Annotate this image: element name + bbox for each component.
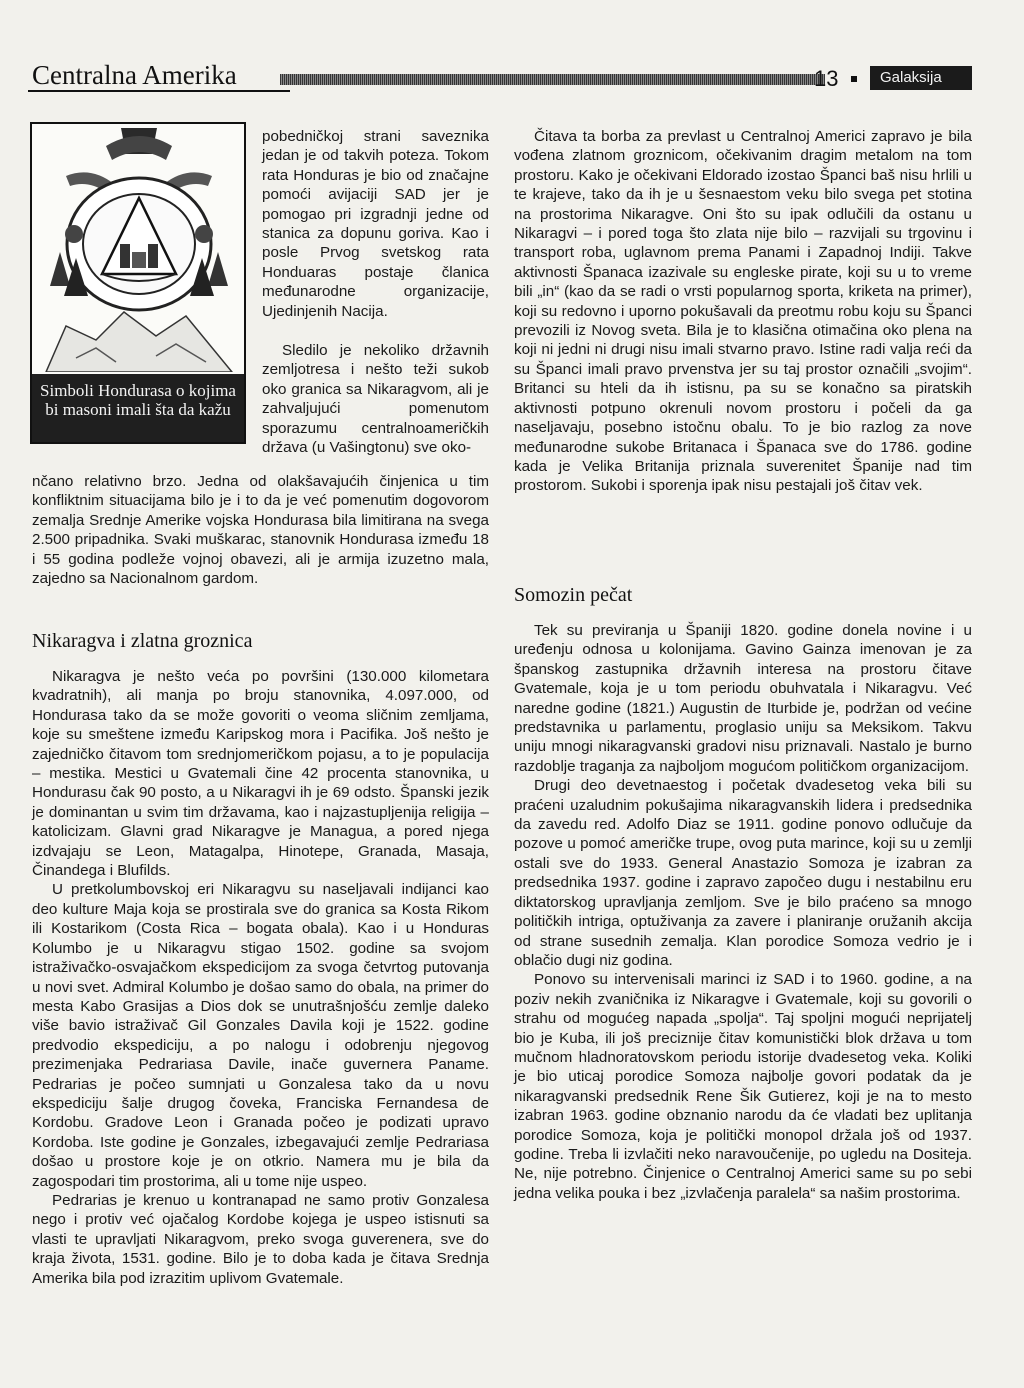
- paragraph: Čitava ta borba za prevlast u Centralnoj Americi zapravo je bila vođena zlatnom groznicom, očekivanim dragim metalom na tom prostoru. Kako je očekivani Eldorado izostao Španci baš nisu hrlili u te krajeve, tako da ih je u šesnaestom veku bilo svega pet stotina na prostorima Nikaragve. Oni što su ipak odlučili da ostanu u Nikaragvi – i pored toga što zlata nije bilo – razvijali su trgovinu i transport roba, uglavnom prema Panami i Zapadnoj Indiji. Takve aktivnosti Španaca izazivale su engleske pirate, koji su u to vreme bili „in“ (kao da se radi o vrsti popularnog sporta, kriketa na primer), koji su redovno i uporno pokušavali da preotmu robu koju su Španci prevozili iz Novog sveta. Bila je to klasična otimačina oko plena na koji ni jedni ni drugi nisu imali stvarno pravo. Istine radi valja reći da su Španci imali pravo prvenstva jer su taj prostor označili „svojim“. Britanci su hteli da ih istisnu, pa su se konačno sa piratskih aktivnosti potpuno okrenuli novom prostoru i počeli da ga naseljavaju, posebno istočnu obalu. To je bio razlog za nove međunarodne sukobe Britanaca i Španaca sve do 1786. godine kada je Velika Britanija priznala suverenitet Španije nad tim prostorom. Sukobi i sporenja ipak nisu pestajali još čitav vek.: [514, 128, 972, 495]
- paragraph-start: Sledilo je nekoliko državnih zemljotresa i nešto teži sukob oko granica sa Nikaragvom, ali je zahvaljujući pomenutom sporazumu centralnoameričkih država (u Vašingtonu) sve oko-: [262, 342, 489, 457]
- magazine-brand: Galaksija: [870, 66, 972, 90]
- paragraph: U pretkolumbovskoj eri Nikaragvu su naseljavali indijanci kao deo kulture Maja koja se prostirala sve do granica sa Kosta Rikom ili Kostarikom (Costa Rica – bogata obala). Kao i u Honduras Kolumbo je u Nikaragvu stigao 1502. godine sa svojom istraživačko-osvajačkom ekspedicijom za svoga četvrtog putovanja u novi svet. Admiral Kolumbo je došao samo do obala, na primer do mesta Kabo Grasijas a Dios dok se unutrašnjošću zemlje daleko više bavio istraživač Gil Gonzales Davila koji je 1522. godine predvodio ekspediciju, a po nalogu i odobrenju njegovog prezimenjaka Pedrariasa Davile, inače guvernera Paname. Pedrarias je počeo sumnjati u Gonzalesa tako da u novu ekspediciju šalje drugog čoveka, Franciska Fernandesa de Kordobu. Gradove Leon i Granada počeo je podizati upravo Kordoba. Iste godine je Gonzales, izbegavajući zemlje Pedrariasa došao u prostore koje je on otkrio. Namera mu je bila da zagospodari tim prostorima, ali u tome nije uspeo.: [32, 881, 489, 1190]
- col2-body: [514, 621, 972, 1203]
- col1-body: [32, 667, 489, 1288]
- paragraph: Pedrarias je krenuo u kontranapad ne samo protiv Gonzalesa nego i protiv već ojačalog Kordobe kojega je uspeo istisnuti sa vlasti te upravljati Nikaragvom, preko svoga guverenera, sve do kraja života, 1531. godine. Bilo je to doba kada je čitava Srednja Amerika bila pod izrazitim uplivom Gvatemale.: [32, 1191, 489, 1287]
- paragraph: Drugi deo devetnaestog i početak dvadesetog veka bili su praćeni uzaludnim pokušajima nikaragvanskih lidera i predsednika da zavedu red. Adolfo Diaz se 1911. godine ponovo odlučuje da pozove u pomoć američke trupe, ovog puta marince, koji su u zemlji ostali sve do 1933. General Anastazio Somoza je izabran za predsednika 1937. godine i zapravo započeo dugu i nestabilnu eru diktatorskog upravljanja zemljom. Sve je bilo praćeno sa mnogo političkih intriga, optuživanja za zavere i planiranje oružanih akcija od strane susednih zemalja. Klan porodice Somoza vedrio je i oblačio dugi niz godina.: [514, 777, 972, 969]
- paragraph: Tek su previranja u Španiji 1820. godine donela novine i u uređenju odnosa u kolonijama. Gavino Gainza imenovan je za španskog zastupnika državnih interesa na prostoru čitave Gvatemale, koja je u tom periodu obuhvatala i Nikaragvu. Već naredne godine (1821.) Augustin de Iturbide je, podržan od većine predstavnika u parlamentu, proglasio uniju sa Meksikom. Takvu uniju mnogi nikaragvanski gradovi nisu priznavali. Nastalo je burno razdoblje traganja za najboljom mogućom političkom organizacijom.: [514, 622, 972, 775]
- page-header: [28, 58, 974, 98]
- figure-caption: Simboli Hondurasa o kojima bi masoni imali šta da kažu: [32, 374, 244, 442]
- col1-wrap-paragraph: [262, 341, 489, 457]
- separator-bullet: [851, 76, 857, 82]
- header-underline: [28, 90, 290, 92]
- page-number: 13: [814, 66, 839, 91]
- paragraph-continuation: nčano relativno brzo. Jedna od olakšavajućih činjenica u tim konfliktnim situacijama bilo je i to da je već pomenutim dogovorom zemalja Srednje Amerike vojska Hondurasa bila limitirana na svega 2.500 pripadnika. Svaki muškarac, stanovnik Hondurasa između 18 i 55 godina podleže vojnoj obavezi, ali je armija izuzetno mala, zajedno sa Nacionalnom gardom.: [32, 473, 489, 588]
- subheading-nicaragua: Nikaragva i zlatna groznica: [32, 630, 253, 652]
- col1-wrap-paragraph-cont: [32, 472, 489, 588]
- section-title: Centralna Amerika: [32, 60, 237, 90]
- subheading-somoza: Somozin pečat: [514, 584, 633, 606]
- paragraph: Nikaragva je nešto veća po površini (130.000 kilometara kvadratnih), ali manja po broju stanovnika, 4.097.000, od Hondurasa tako da se može govoriti o veoma sličnim zemljama, koje su smeštene između Karipskog mora i Pacifika. Još nešto je zajedničko čitavom tom srednjomeričkom pojasu, a to je populacija – mestika. Mestici u Gvatemali čine 42 procenta stanovnika, u Hondurasu čak 90 posto, a u Nikaragvi ih je 69 odsto. Španski jezik je dominantan u svim tim državama, kao i najzastupljenija religija – katolicizam. Glavni grad Nikaragve je Managua, a pored njega izdvajaju se Leon, Matagalpa, Hinotepe, Granada, Masaja, Činandega i Blufilds.: [32, 668, 489, 880]
- col1-beside-figure: [262, 127, 489, 321]
- header-rule: [280, 74, 825, 85]
- figure-coat-of-arms: [30, 122, 246, 444]
- col2-top: [514, 127, 972, 496]
- paragraph: pobedničkoj strani saveznika jedan je od takvih poteza. Tokom rata Honduras je bio od značajne pomoći avijaciji SAD jer je pomogao pri izgradnji jedne od stanica za dopunu goriva. Kao i posle Prvog svetskog rata Honduaras postaje članica međunarodne organizacije, Ujedinjenih Nacija.: [262, 128, 489, 320]
- paragraph: Ponovo su intervenisali marinci iz SAD i to 1960. godine, a na poziv nekih zvaničnika iz Nikaragve i Gvatemale, koji su govorili o strahu od mogućeg napada „spolja“. Taj spoljni mogući neprijatelj bio je Kuba, ili još preciznije čitav komunistički blok država u tom mučnom hladnoratovskom periodu istorije dvadesetog veka. Koliki je bio uticaj porodice Somoza najbolje govori podatak da je nikaragvanski predsednik Rene Šik Gutierez, koji je na to mesto izabran 1963. godine obznanio narodu da će vladati bez uplitanja porodice Somoza, koja je politički monopol držala još od 1937. godine. Treba li izvlačiti neko naravoučenije, po ugledu na Dositeja. Ne, nije potrebno. Činjenice o Centralnoj Americi same su po sebi jedna velika pouka i bez „izvlačenja paralela“ sa našim prostorima.: [514, 971, 972, 1202]
- coat-of-arms-of-honduras-icon: [36, 126, 242, 372]
